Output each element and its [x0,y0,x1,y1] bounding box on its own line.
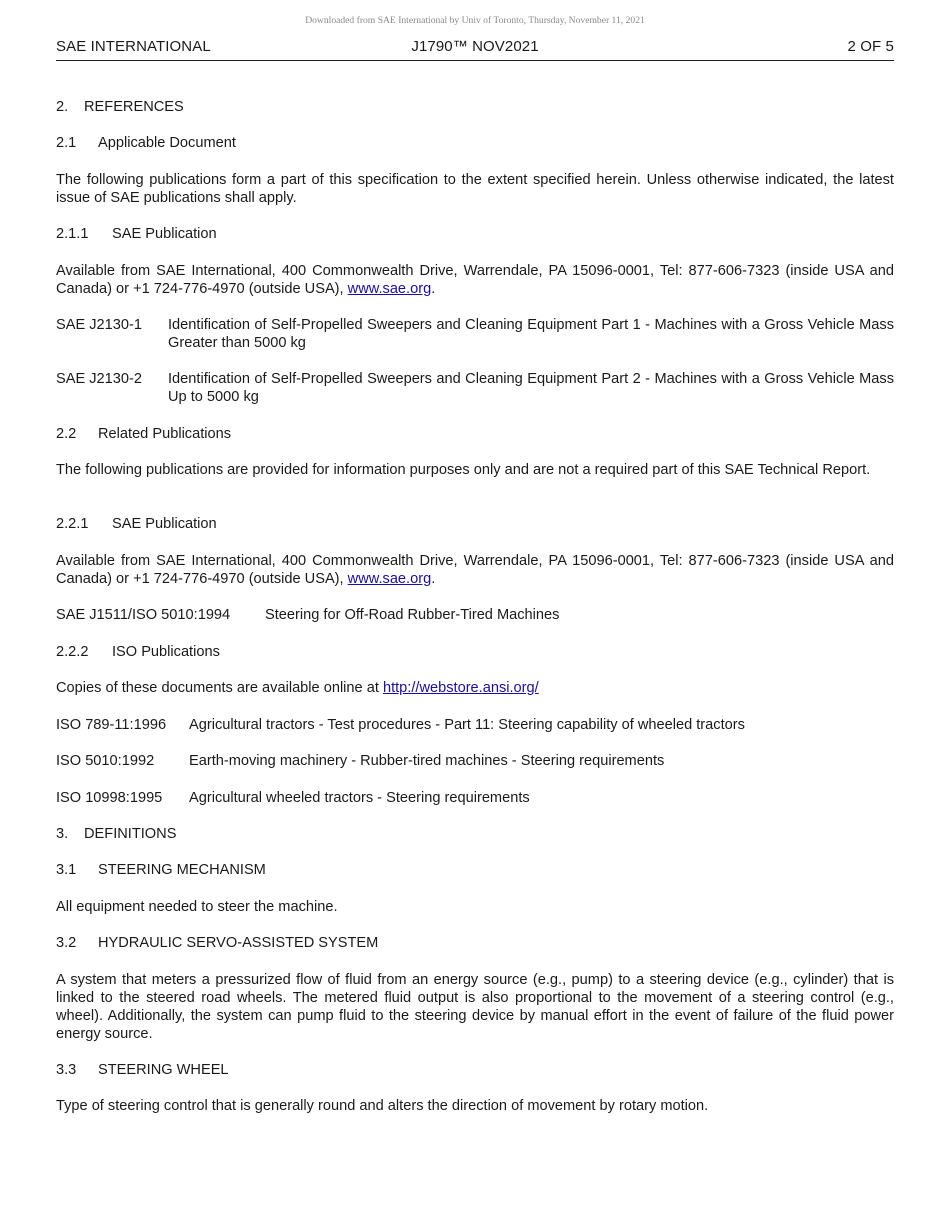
section-3-3-paragraph: Type of steering control that is generally round and alters the direction of movement by rotary motion. [56,1098,709,1114]
section-2-2-1-heading: 2.2.1 SAE Publication [56,516,217,532]
reference-entry: SAE J1511/ISO 5010:1994 Steering for Off-Road Rubber-Tired Machines [56,607,560,623]
download-watermark: Downloaded from SAE International by Univ of Toronto, Thursday, November 11, 2021 [305,15,645,26]
section-2-2-2-heading: 2.2.2 ISO Publications [56,644,220,660]
reference-entry: SAE J2130-1 Identification of Self-Propelled Sweepers and Cleaning Equipment Part 1 - Machines with a Gross Vehicle Mass Greater than 5000 kg [56,317,894,351]
section-2-2-heading: 2.2 Related Publications [56,426,232,442]
section-2-1-1-heading: 2.1.1 SAE Publication [56,226,217,242]
reference-entry: ISO 5010:1992 Earth-moving machinery - Rubber-tired machines - Steering requirements [56,753,665,769]
section-2-1-1-paragraph: Available from SAE International, 400 Commonwealth Drive, Warrendale, PA 15096-0001, Tel: 877-606-7323 (inside USA and Canada) or +1 724-776-4970 (outside USA), www.sae.org. [56,263,894,297]
ansi-webstore-link[interactable]: http://webstore.ansi.org/ [382,680,539,696]
reference-entry: ISO 10998:1995 Agricultural wheeled tractors - Steering requirements [56,790,530,806]
section-3-heading: 3. DEFINITIONS [56,826,177,842]
section-2-2-paragraph: The following publications are provided for information purposes only and are not a required part of this SAE Technical Report. [56,462,871,478]
section-2-2-2-paragraph: Copies of these documents are available online at http://webstore.ansi.org/ [56,680,539,696]
section-3-1-paragraph: All equipment needed to steer the machine. [56,899,338,915]
reference-entry: SAE J2130-2 Identification of Self-Propelled Sweepers and Cleaning Equipment Part 2 - Machines with a Gross Vehicle Mass Up to 5000 kg [56,371,894,405]
section-2-1-paragraph: The following publications form a part of this specification to the extent specified herein. Unless otherwise indicated, the latest issue of SAE publications shall apply. [56,172,894,206]
section-3-2-paragraph: A system that meters a pressurized flow of fluid from an energy source (e.g., pump) to a steering device (e.g., cylinder) that is linked to the steered road wheels. The metered fluid output is also proportional to the movement of a steering control (e.g., wheel). Additionally, the system can pump fluid to the steering device by manual effort in the event of failure of the fluid power energy source. [56,972,894,1042]
section-2-2-1-paragraph: Available from SAE International, 400 Commonwealth Drive, Warrendale, PA 15096-0001, Tel: 877-606-7323 (inside USA and Canada) or +1 724-776-4970 (outside USA), www.sae.org. [56,553,894,587]
reference-entry: ISO 789-11:1996 Agricultural tractors - Test procedures - Part 11: Steering capability of wheeled tractors [56,717,745,733]
header-page-number: 2 OF 5 [847,38,894,55]
section-3-3-heading: 3.3 STEERING WHEEL [56,1062,229,1078]
sae-website-link[interactable]: www.sae.org [347,281,432,297]
section-2-heading: 2. REFERENCES [56,99,184,115]
header-org: SAE INTERNATIONAL [56,38,211,55]
section-3-1-heading: 3.1 STEERING MECHANISM [56,862,266,878]
page-header [56,38,894,61]
sae-website-link[interactable]: www.sae.org [347,571,432,587]
header-doc-id: J1790™ NOV2021 [411,38,539,55]
section-3-2-heading: 3.2 HYDRAULIC SERVO-ASSISTED SYSTEM [56,935,379,951]
section-2-1-heading: 2.1 Applicable Document [56,135,236,151]
